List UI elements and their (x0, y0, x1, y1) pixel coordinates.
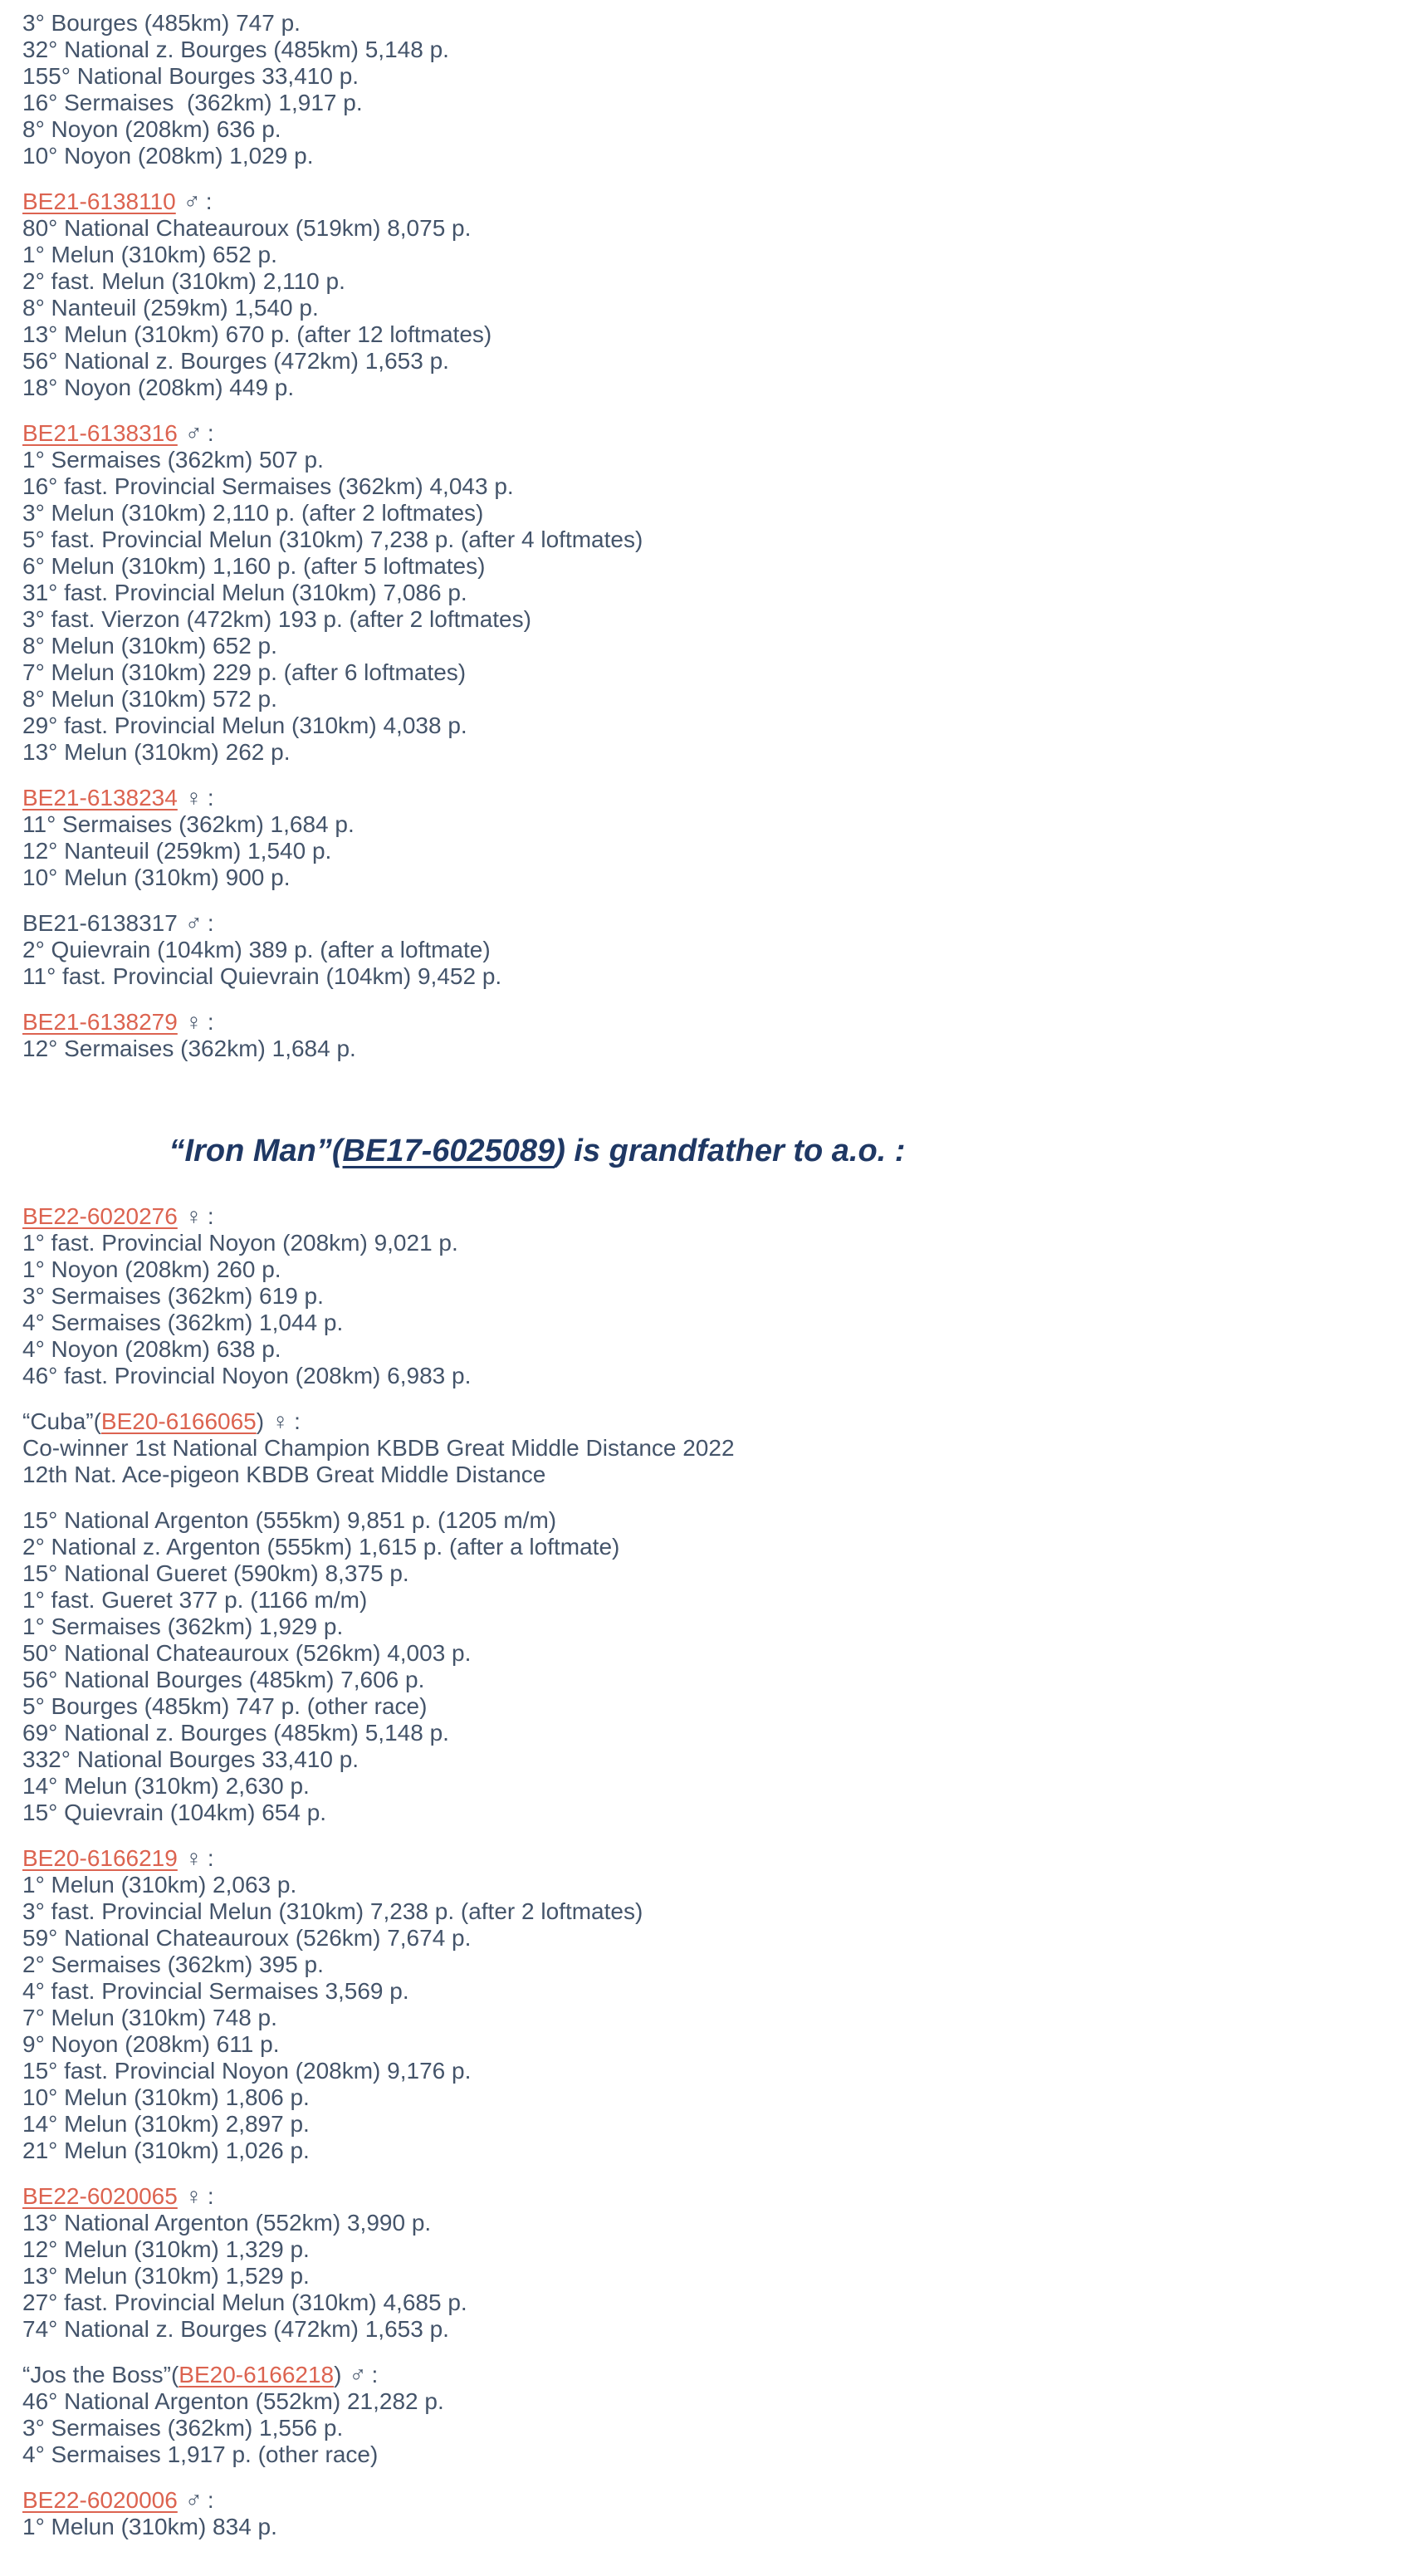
pigeon-record (22, 1009, 1428, 1062)
race-result-line: 7° Melun (310km) 748 p. (22, 2005, 277, 2030)
records-after-heading (22, 1203, 1428, 2540)
pigeon-record (22, 1507, 1428, 1826)
header-colon: : (207, 420, 214, 446)
ring-number-link[interactable]: BE20-6166219 (22, 1845, 178, 1871)
male-icon: ♂ (184, 910, 203, 936)
race-result-line: 3° Melun (310km) 2,110 p. (after 2 loftmates) (22, 500, 484, 526)
race-result-line: 2° National z. Argenton (555km) 1,615 p. (after a loftmate) (22, 1534, 620, 1560)
pigeon-header (22, 2183, 1428, 2210)
pigeon-record (22, 189, 1428, 401)
pigeon-record (22, 2183, 1428, 2343)
race-result-line: 59° National Chateauroux (526km) 7,674 p. (22, 1925, 472, 1951)
race-result-line: 6° Melun (310km) 1,160 p. (after 5 loftmates) (22, 553, 486, 579)
race-result-line: 8° Noyon (208km) 636 p. (22, 116, 281, 142)
race-result-line: 56° National z. Bourges (472km) 1,653 p. (22, 348, 449, 374)
race-result-line: 5° Bourges (485km) 747 p. (other race) (22, 1693, 428, 1719)
header-colon: : (207, 1009, 214, 1035)
race-result-line: 4° Noyon (208km) 638 p. (22, 1336, 281, 1362)
race-result-line: 1° fast. Gueret 377 p. (1166 m/m) (22, 1587, 368, 1613)
pigeon-record (22, 2362, 1428, 2468)
race-result-line: 13° Melun (310km) 670 p. (after 12 loftmates) (22, 321, 492, 347)
race-result-line: 74° National z. Bourges (472km) 1,653 p. (22, 2316, 449, 2342)
race-result-line: 1° fast. Provincial Noyon (208km) 9,021 p. (22, 1230, 458, 1256)
race-result-line: 13° Melun (310km) 262 p. (22, 739, 291, 765)
male-icon: ♂ (349, 2362, 367, 2387)
race-result-line: 10° Noyon (208km) 1,029 p. (22, 143, 314, 169)
race-result-line: 4° Sermaises (362km) 1,044 p. (22, 1310, 344, 1335)
pigeon-header (22, 420, 1428, 447)
heading-ring-link[interactable]: BE17-6025089 (342, 1134, 555, 1168)
ring-number-link[interactable]: BE20-6166065 (100, 1408, 257, 1434)
pigeon-header (22, 2362, 1428, 2388)
race-result-line: 29° fast. Provincial Melun (310km) 4,038 p. (22, 713, 467, 738)
race-result-line: 1° Sermaises (362km) 507 p. (22, 447, 324, 473)
race-result-line: 46° National Argenton (552km) 21,282 p. (22, 2388, 444, 2414)
header-colon: : (207, 1845, 214, 1871)
pigeon-header (22, 189, 1428, 215)
ring-number-link[interactable]: BE22-6020065 (22, 2183, 178, 2209)
ring-number-link[interactable]: BE22-6020276 (22, 1203, 178, 1229)
race-result-line: 3° Sermaises (362km) 619 p. (22, 1283, 324, 1309)
race-result-line: 1° Melun (310km) 2,063 p. (22, 1872, 297, 1898)
pigeon-record (22, 785, 1428, 891)
ring-number-link[interactable]: BE21-6138234 (22, 785, 178, 811)
pigeon-record (22, 2487, 1428, 2540)
header-colon: : (207, 2183, 214, 2209)
race-result-line: 12th Nat. Ace-pigeon KBDB Great Middle Distance (22, 1462, 546, 1487)
pigeon-header (22, 2487, 1428, 2514)
header-colon: : (207, 785, 214, 811)
race-result-line: 21° Melun (310km) 1,026 p. (22, 2138, 310, 2163)
pigeon-record (22, 10, 1428, 169)
race-result-line: 14° Melun (310km) 2,897 p. (22, 2111, 310, 2137)
race-result-line: 15° Quievrain (104km) 654 p. (22, 1800, 327, 1825)
ring-number-link[interactable]: BE21-6138316 (22, 420, 178, 446)
race-result-line: 5° fast. Provincial Melun (310km) 7,238 p. (after 4 loftmates) (22, 526, 643, 552)
race-result-line: 3° Bourges (485km) 747 p. (22, 10, 301, 36)
race-result-line: 2° fast. Melun (310km) 2,110 p. (22, 268, 345, 294)
header-colon: : (294, 1408, 301, 1434)
pigeon-record (22, 420, 1428, 766)
header-colon: : (205, 189, 213, 214)
race-result-line: 10° Melun (310km) 1,806 p. (22, 2084, 310, 2110)
header-colon: : (207, 2487, 214, 2513)
race-result-line: 69° National z. Bourges (485km) 5,148 p. (22, 1720, 449, 1746)
race-result-line: 11° fast. Provincial Quievrain (104km) 9,452 p. (22, 963, 502, 989)
race-result-line: 15° National Argenton (555km) 9,851 p. (1205 m/m) (22, 1507, 557, 1533)
race-result-line: 7° Melun (310km) 229 p. (after 6 loftmates) (22, 659, 467, 685)
race-result-line: 2° Quievrain (104km) 389 p. (after a loftmate) (22, 937, 491, 962)
race-result-line: 80° National Chateauroux (519km) 8,075 p. (22, 215, 472, 241)
female-icon: ♀ (184, 1845, 203, 1871)
race-result-line: Co-winner 1st National Champion KBDB Great Middle Distance 2022 (22, 1435, 735, 1461)
header-colon: : (371, 2362, 379, 2387)
race-result-line: 12° Melun (310km) 1,329 p. (22, 2236, 310, 2262)
male-icon: ♂ (184, 2487, 203, 2513)
race-result-line: 10° Melun (310km) 900 p. (22, 864, 291, 890)
pigeon-header (22, 1845, 1428, 1872)
grandfather-heading (22, 1132, 1052, 1170)
race-result-line: 1° Sermaises (362km) 1,929 p. (22, 1614, 344, 1639)
female-icon: ♀ (184, 1009, 203, 1035)
race-result-line: 4° Sermaises 1,917 p. (other race) (22, 2441, 379, 2467)
race-result-line: 1° Melun (310km) 834 p. (22, 2514, 277, 2539)
pigeon-record (22, 1408, 1428, 1488)
race-result-line: 16° Sermaises (362km) 1,917 p. (22, 90, 363, 115)
race-result-line: 8° Melun (310km) 572 p. (22, 686, 277, 712)
race-result-line: 12° Nanteuil (259km) 1,540 p. (22, 838, 332, 864)
pigeon-name-suffix: ) (256, 1408, 265, 1434)
race-result-line: 332° National Bourges 33,410 p. (22, 1746, 359, 1772)
male-icon: ♂ (184, 420, 203, 446)
pigeon-record (22, 1845, 1428, 2164)
ring-number-link[interactable]: BE22-6020006 (22, 2487, 178, 2513)
race-result-line: 3° Sermaises (362km) 1,556 p. (22, 2415, 344, 2441)
pigeon-header (22, 1203, 1428, 1230)
race-result-line: 11° Sermaises (362km) 1,684 p. (22, 811, 355, 837)
ring-number-link[interactable]: BE21-6138110 (22, 189, 176, 214)
heading-suffix: ) is grandfather to a.o. : (555, 1134, 906, 1168)
ring-number: BE21-6138317 (22, 910, 178, 936)
pigeon-header (22, 1009, 1428, 1036)
race-result-line: 27° fast. Provincial Melun (310km) 4,685 p. (22, 2290, 467, 2315)
pigeon-name: “Jos the Boss”( (22, 2362, 179, 2387)
pigeon-header (22, 910, 1428, 937)
female-icon: ♀ (184, 2183, 203, 2209)
race-result-line: 14° Melun (310km) 2,630 p. (22, 1773, 310, 1799)
race-result-line: 56° National Bourges (485km) 7,606 p. (22, 1667, 425, 1692)
female-icon: ♀ (184, 785, 203, 811)
race-result-line: 12° Sermaises (362km) 1,684 p. (22, 1036, 356, 1061)
pigeon-record (22, 910, 1428, 990)
race-result-line: 8° Melun (310km) 652 p. (22, 633, 277, 659)
race-result-line: 46° fast. Provincial Noyon (208km) 6,983 p. (22, 1363, 472, 1388)
race-result-line: 32° National z. Bourges (485km) 5,148 p. (22, 37, 449, 62)
race-result-line: 15° fast. Provincial Noyon (208km) 9,176 p. (22, 2058, 472, 2084)
race-result-line: 18° Noyon (208km) 449 p. (22, 375, 295, 400)
heading-prefix: “Iron Man”( (169, 1134, 343, 1168)
race-result-line: 31° fast. Provincial Melun (310km) 7,086 p. (22, 580, 467, 605)
male-icon: ♂ (183, 189, 201, 214)
records-before-heading (22, 10, 1428, 1062)
ring-number-link[interactable]: BE20-6166218 (178, 2362, 335, 2387)
race-result-line: 50° National Chateauroux (526km) 4,003 p. (22, 1640, 472, 1666)
pigeon-name: “Cuba”( (22, 1408, 101, 1434)
race-result-line: 16° fast. Provincial Sermaises (362km) 4,043 p. (22, 473, 514, 499)
pigeon-header (22, 785, 1428, 811)
female-icon: ♀ (271, 1408, 290, 1434)
female-icon: ♀ (184, 1203, 203, 1229)
race-result-line: 4° fast. Provincial Sermaises 3,569 p. (22, 1978, 409, 2004)
race-result-line: 2° Sermaises (362km) 395 p. (22, 1952, 324, 1977)
race-result-line: 8° Nanteuil (259km) 1,540 p. (22, 295, 319, 321)
race-result-line: 9° Noyon (208km) 611 p. (22, 2031, 280, 2057)
header-colon: : (207, 910, 214, 936)
race-result-line: 3° fast. Vierzon (472km) 193 p. (after 2 loftmates) (22, 606, 531, 632)
race-result-line: 1° Noyon (208km) 260 p. (22, 1256, 281, 1282)
ring-number-link[interactable]: BE21-6138279 (22, 1009, 178, 1035)
pigeon-name-suffix: ) (334, 2362, 342, 2387)
race-result-line: 13° Melun (310km) 1,529 p. (22, 2263, 310, 2289)
race-result-line: 1° Melun (310km) 652 p. (22, 242, 277, 267)
pigeon-header (22, 1408, 1428, 1435)
race-result-line: 155° National Bourges 33,410 p. (22, 63, 359, 89)
race-result-line: 15° National Gueret (590km) 8,375 p. (22, 1560, 409, 1586)
pigeon-record (22, 1203, 1428, 1389)
header-colon: : (207, 1203, 214, 1229)
race-result-line: 13° National Argenton (552km) 3,990 p. (22, 2210, 432, 2236)
race-result-line: 3° fast. Provincial Melun (310km) 7,238 p. (after 2 loftmates) (22, 1898, 643, 1924)
